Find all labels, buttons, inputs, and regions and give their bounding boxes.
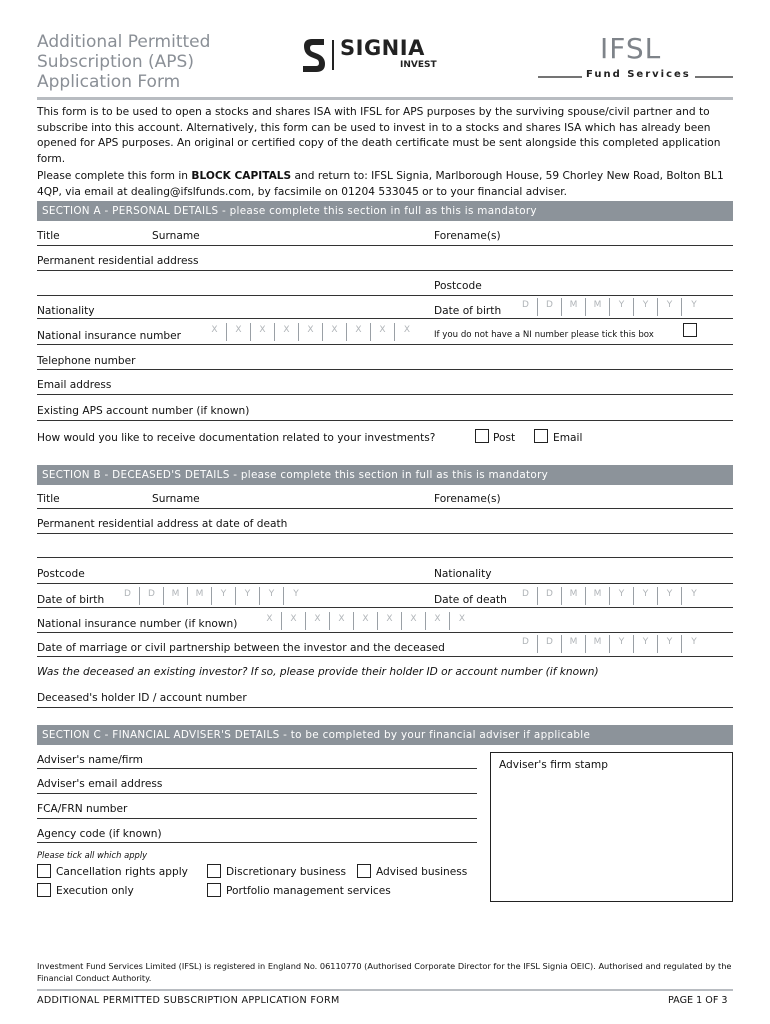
- b-postcode-label: Postcode: [37, 568, 85, 580]
- a-telephone-label: Telephone number: [37, 355, 136, 367]
- ni-box: X: [299, 323, 323, 341]
- date-box: D: [538, 635, 562, 653]
- date-box: Y: [610, 587, 634, 605]
- c-name-firm-label: Adviser's name/firm: [37, 754, 143, 766]
- c-agency-field[interactable]: [37, 842, 477, 843]
- ni-box: X: [323, 323, 347, 341]
- c-advised-label: Advised business: [376, 866, 468, 878]
- ni-box: X: [203, 323, 227, 341]
- date-box: D: [514, 635, 538, 653]
- b-address-field-2[interactable]: [37, 557, 733, 558]
- date-box: M: [562, 298, 586, 316]
- a-post-checkbox[interactable]: [475, 429, 489, 443]
- ni-box: X: [251, 323, 275, 341]
- invest-wordmark: INVEST: [400, 60, 437, 70]
- a-nationality-field[interactable]: [37, 318, 733, 319]
- date-box: M: [164, 587, 188, 605]
- ni-box: X: [330, 612, 354, 630]
- date-box: M: [586, 587, 610, 605]
- c-advised-checkbox[interactable]: [357, 864, 371, 878]
- ni-box: X: [258, 612, 282, 630]
- ni-box: X: [426, 612, 450, 630]
- b-ni-field[interactable]: [37, 632, 733, 633]
- b-dob-boxes[interactable]: [116, 587, 308, 605]
- b-dod-boxes[interactable]: [514, 587, 706, 605]
- a-dob-label: Date of birth: [434, 305, 502, 317]
- section-a-header: SECTION A - PERSONAL DETAILS - please complete this section in full as this is mandatory: [37, 201, 733, 221]
- b-address-field-1[interactable]: [37, 533, 733, 534]
- c-portfolio-checkbox[interactable]: [207, 883, 221, 897]
- signia-wordmark: SIGNIA: [340, 36, 425, 60]
- date-box: Y: [691, 300, 697, 310]
- a-no-ni-label: If you do not have a NI number please tick this box: [434, 330, 654, 340]
- b-ni-boxes[interactable]: [258, 612, 474, 630]
- intro-text: [37, 105, 733, 200]
- form-title-line3: Application Form: [37, 72, 181, 92]
- fund-services-label: Fund Services: [582, 69, 695, 80]
- date-box: M: [586, 298, 610, 316]
- b-ni-label: National insurance number (if known): [37, 618, 238, 630]
- intro-p2-suffix: and return to: IFSL Signia, Marlborough House, 59 Chorley New Road, Bolton BL1 4QP, via email at dealing@ifslfunds.com, by facsimile on 01204 533045 or to your financial adviser.: [37, 170, 724, 198]
- date-box: D: [116, 587, 140, 605]
- date-box: D: [514, 587, 538, 605]
- a-ni-label: National insurance number: [37, 330, 182, 342]
- date-box: Y: [236, 587, 260, 605]
- ni-box: X: [354, 612, 378, 630]
- intro-paragraph-1: This form is to be used to open a stocks and shares ISA with IFSL for APS purposes by the surviving spouse/civil partner and to subscribe into this account. Alternatively, this form can be used to invest in to a stocks and shares ISA which has already been opened for APS purposes. An original or certified copy of the death certificate must be sent alongside this completed application form.: [37, 106, 721, 165]
- intro-p2-prefix: Please complete this form in: [37, 170, 192, 182]
- footer-legal: Investment Fund Services Limited (IFSL) is registered in England No. 06110770 (Authorised Corporate Director for the IFSL Signia OEIC). Authorised and regulated by the Financial Conduct Authority.: [37, 961, 732, 983]
- c-email-label: Adviser's email address: [37, 778, 163, 790]
- date-box: Y: [691, 637, 697, 647]
- c-discretionary-label: Discretionary business: [226, 866, 347, 878]
- section-b-header: SECTION B - DECEASED'S DETAILS - please complete this section in full as this is mandatory: [37, 465, 733, 485]
- ni-box: X: [347, 323, 371, 341]
- a-nationality-label: Nationality: [37, 305, 95, 317]
- footer-form-name: ADDITIONAL PERMITTED SUBSCRIPTION APPLICATION FORM: [37, 995, 340, 1006]
- b-holder-id-field[interactable]: [37, 707, 733, 708]
- date-box: M: [562, 635, 586, 653]
- c-portfolio-label: Portfolio management services: [226, 885, 391, 897]
- b-surname-label: Surname: [152, 493, 200, 505]
- a-address-label: Permanent residential address: [37, 255, 199, 267]
- c-cancellation-label: Cancellation rights apply: [56, 866, 188, 878]
- c-name-firm-field[interactable]: [37, 768, 477, 769]
- ni-box: X: [275, 323, 299, 341]
- footer-divider: [37, 989, 733, 991]
- b-marriage-label: Date of marriage or civil partnership between the investor and the deceased: [37, 642, 445, 654]
- ni-box: X: [403, 325, 411, 335]
- date-box: Y: [691, 589, 697, 599]
- form-title-line1: Additional Permitted: [37, 32, 211, 52]
- c-agency-label: Agency code (if known): [37, 828, 162, 840]
- b-title-label: Title: [37, 493, 60, 505]
- b-nationality-label: Nationality: [434, 568, 492, 580]
- intro-p2-bold: BLOCK CAPITALS: [191, 170, 292, 182]
- date-box: Y: [260, 587, 284, 605]
- a-title-label: Title: [37, 230, 60, 242]
- a-postcode-label: Postcode: [434, 280, 482, 292]
- date-box: D: [538, 587, 562, 605]
- ifsl-logo: IFSL: [600, 32, 662, 65]
- c-discretionary-checkbox[interactable]: [207, 864, 221, 878]
- date-box: Y: [634, 635, 658, 653]
- ni-box: X: [402, 612, 426, 630]
- date-box: Y: [634, 298, 658, 316]
- a-ni-boxes[interactable]: [203, 323, 419, 341]
- ni-box: X: [227, 323, 251, 341]
- a-telephone-field[interactable]: [37, 369, 733, 370]
- c-fca-field[interactable]: [37, 818, 477, 819]
- a-existing-aps-label: Existing APS account number (if known): [37, 405, 250, 417]
- a-email-field[interactable]: [37, 394, 733, 395]
- footer-page-number: PAGE 1 OF 3: [668, 995, 728, 1006]
- c-firm-stamp-label: Adviser's firm stamp: [499, 759, 608, 771]
- date-box: Y: [658, 298, 682, 316]
- date-box: D: [514, 298, 538, 316]
- b-marriage-boxes[interactable]: [514, 635, 706, 653]
- section-c-header: SECTION C - FINANCIAL ADVISER'S DETAILS - to be completed by your financial adviser if applicable: [37, 725, 733, 745]
- a-postcode-field[interactable]: [37, 295, 733, 296]
- header-divider: [37, 97, 733, 100]
- c-email-field[interactable]: [37, 793, 477, 794]
- ni-box: X: [378, 612, 402, 630]
- b-holder-id-label: Deceased's holder ID / account number: [37, 692, 247, 704]
- a-email-checkbox[interactable]: [534, 429, 548, 443]
- c-execution-label: Execution only: [56, 885, 134, 897]
- signia-invest-logo: [300, 36, 450, 76]
- b-address-label: Permanent residential address at date of death: [37, 518, 288, 530]
- b-dates-field[interactable]: [37, 607, 733, 608]
- date-box: Y: [658, 635, 682, 653]
- a-name-field[interactable]: [37, 245, 733, 246]
- a-email-option-label: Email: [553, 432, 583, 444]
- date-box: Y: [610, 298, 634, 316]
- a-ni-field[interactable]: [37, 344, 733, 345]
- c-fca-label: FCA/FRN number: [37, 803, 128, 815]
- date-box: M: [586, 635, 610, 653]
- form-title: [37, 32, 267, 92]
- a-dob-boxes[interactable]: [514, 298, 706, 316]
- form-title-line2: Subscription (APS): [37, 52, 194, 72]
- ni-box: X: [371, 323, 395, 341]
- date-box: Y: [658, 587, 682, 605]
- date-box: Y: [212, 587, 236, 605]
- date-box: Y: [610, 635, 634, 653]
- a-post-label: Post: [493, 432, 516, 444]
- a-email-label: Email address: [37, 379, 112, 391]
- date-box: Y: [293, 589, 299, 599]
- b-existing-question: Was the deceased an existing investor? If so, please provide their holder ID or account number (if known): [37, 666, 599, 678]
- ni-box: X: [282, 612, 306, 630]
- ni-box: X: [458, 614, 466, 624]
- date-box: M: [562, 587, 586, 605]
- c-execution-checkbox[interactable]: [37, 883, 51, 897]
- c-tick-note: Please tick all which apply: [37, 850, 148, 860]
- date-box: D: [140, 587, 164, 605]
- a-surname-label: Surname: [152, 230, 200, 242]
- c-cancellation-checkbox[interactable]: [37, 864, 51, 878]
- intro-paragraph-2: [37, 169, 733, 200]
- b-forenames-label: Forename(s): [434, 493, 501, 505]
- b-name-field[interactable]: [37, 508, 733, 509]
- b-dod-label: Date of death: [434, 594, 507, 606]
- b-marriage-field[interactable]: [37, 656, 733, 657]
- date-box: M: [188, 587, 212, 605]
- a-doc-question: How would you like to receive documentation related to your investments?: [37, 432, 436, 444]
- a-forenames-label: Forename(s): [434, 230, 501, 242]
- a-no-ni-checkbox[interactable]: [683, 323, 697, 337]
- a-address-field[interactable]: [37, 270, 733, 271]
- b-dob-label: Date of birth: [37, 594, 105, 606]
- date-box: Y: [634, 587, 658, 605]
- ni-box: X: [306, 612, 330, 630]
- a-existing-aps-field[interactable]: [37, 420, 733, 421]
- date-box: D: [538, 298, 562, 316]
- c-firm-stamp-box[interactable]: [490, 752, 733, 902]
- b-postcode-field[interactable]: [37, 583, 733, 584]
